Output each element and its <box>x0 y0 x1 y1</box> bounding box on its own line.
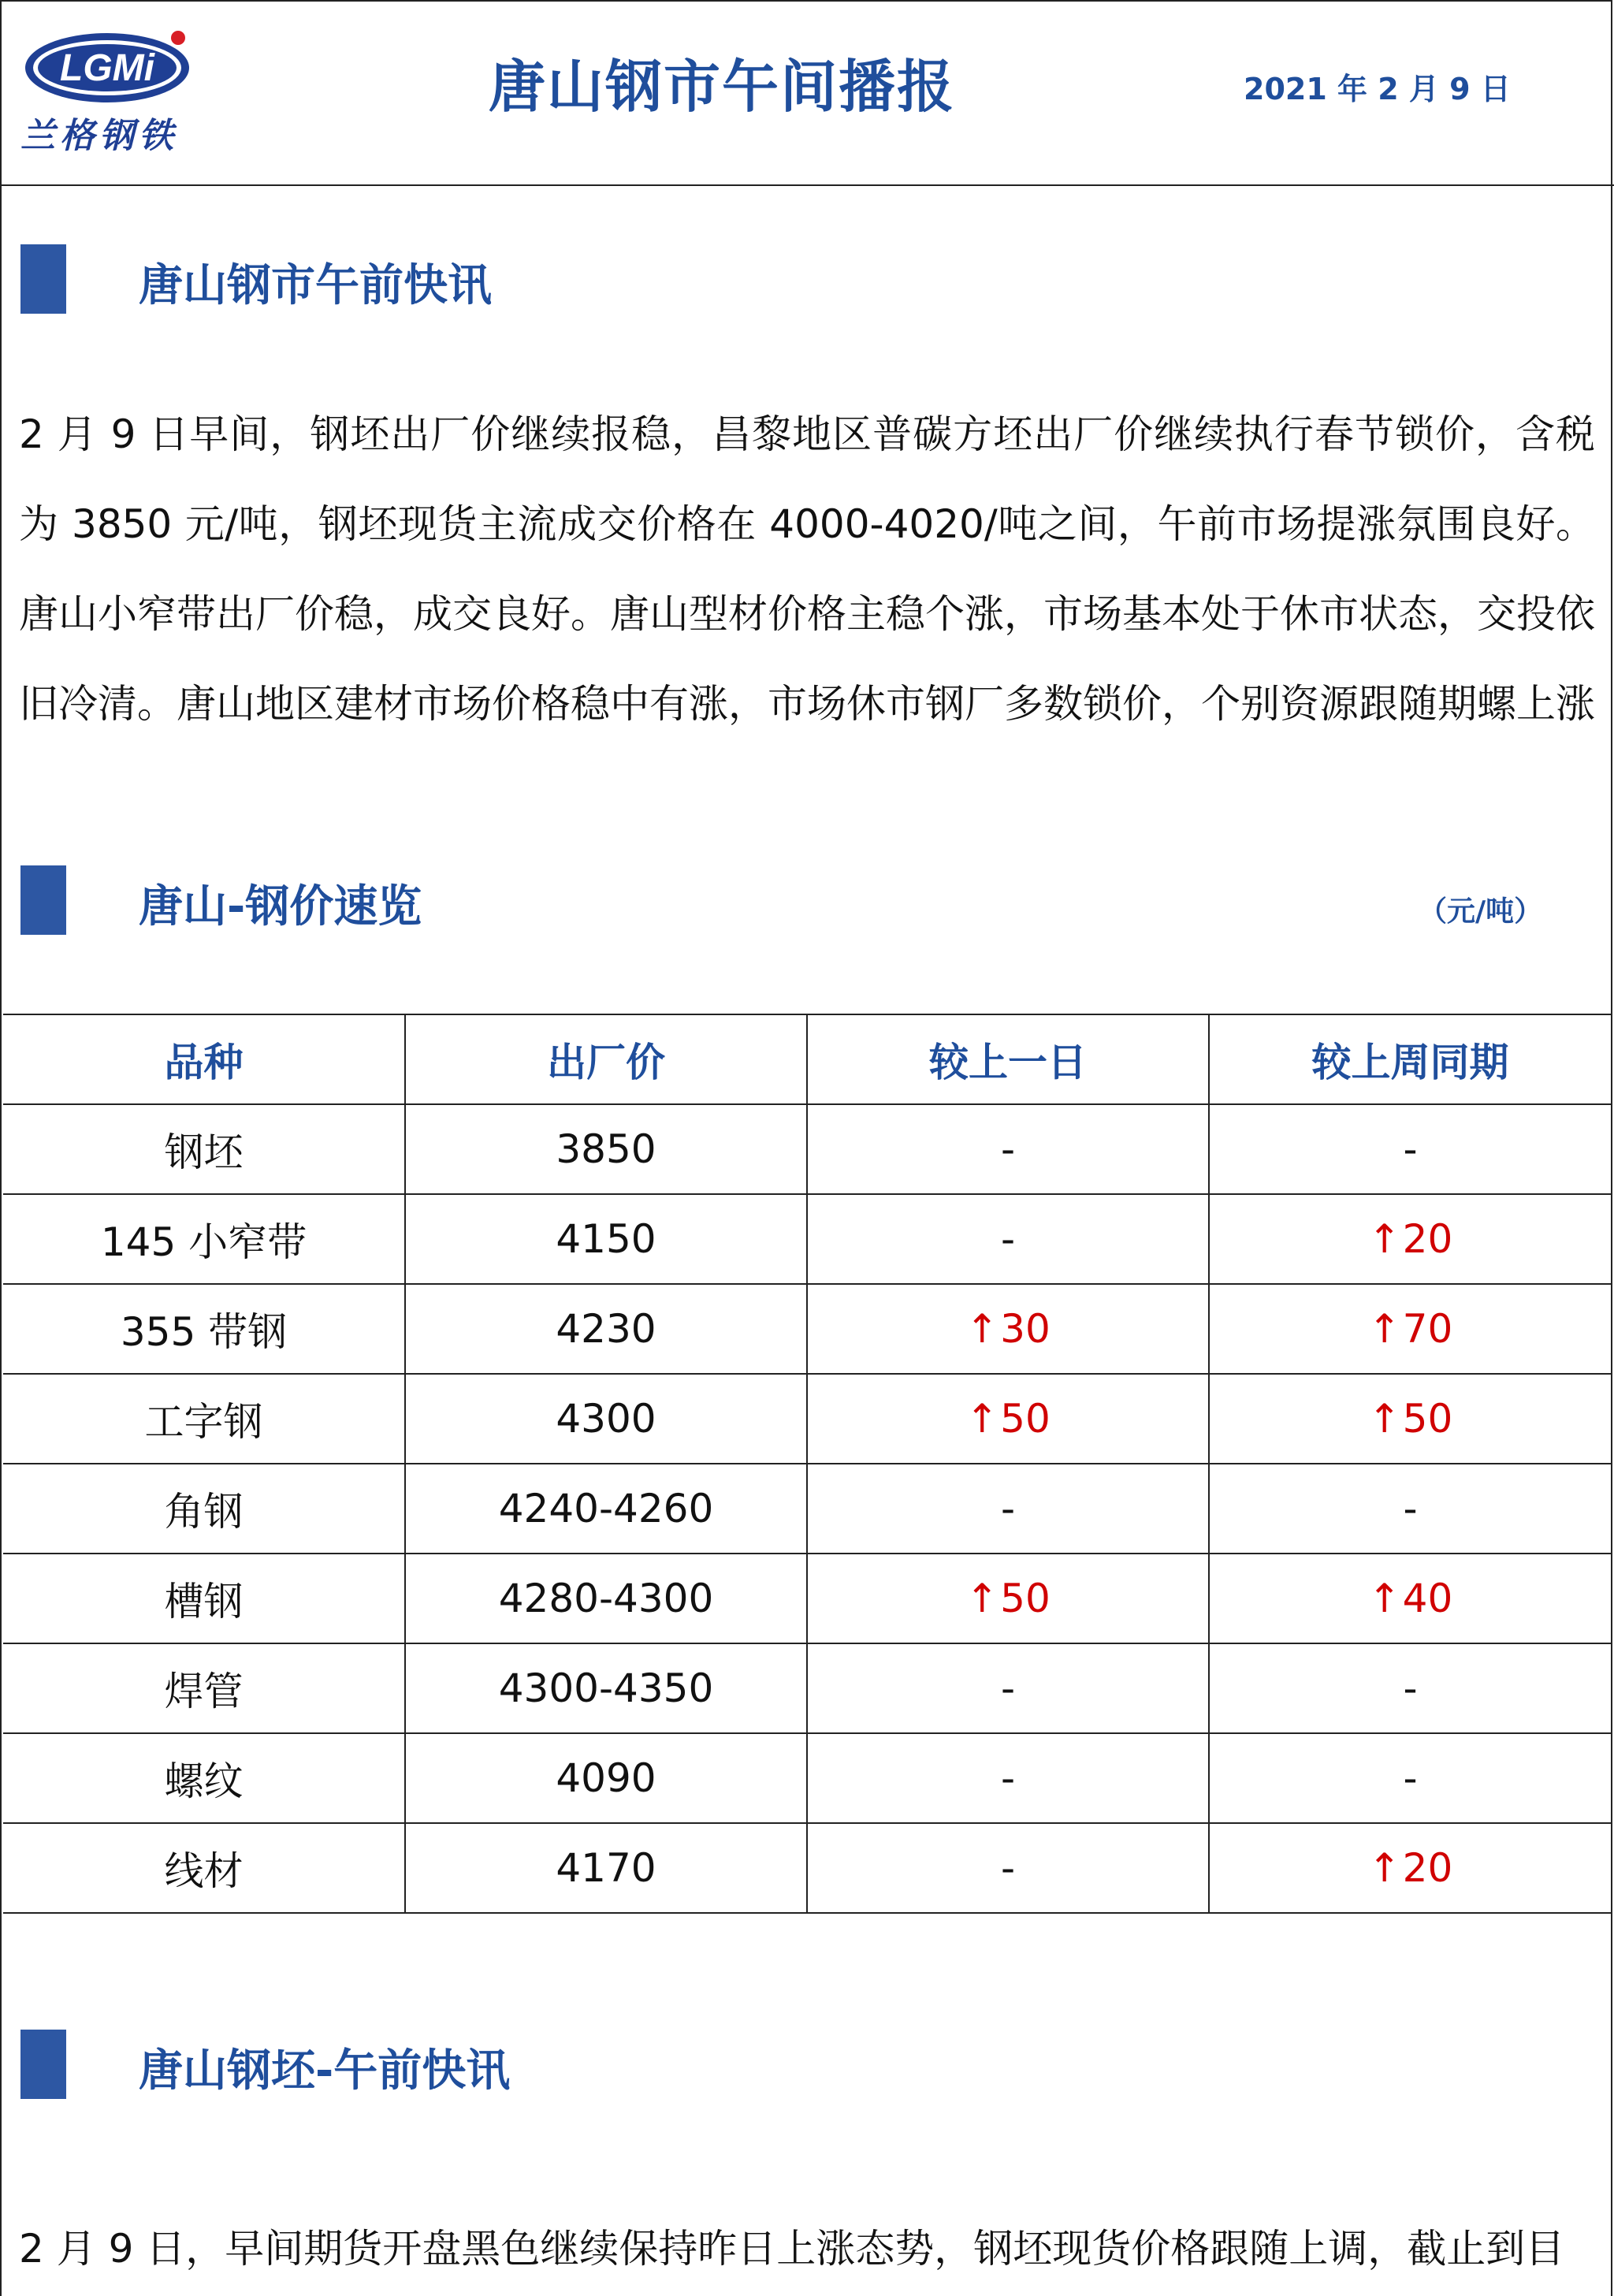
change-value: 50 <box>1000 1576 1051 1621</box>
vs-last-week-cell <box>1209 1284 1611 1374</box>
section1-paragraph: 2 月 9 日早间，钢坯出厂价继续报稳，昌黎地区普碳方坯出厂价继续执行春节锁价，含税为 3850 元/吨，钢坯现货主流成交价格在 4000-4020/吨之间，午前市场提涨氛围良好。唐山小窄带出厂价稳，成交良好。唐山型材价格主稳个涨，市场基本处于休市状态，交投依旧冷清。唐山地区建材市场价格稳中有涨，市场休市钢厂多数锁价，个别资源跟随期螺上涨 <box>19 411 1595 727</box>
vs-yesterday-cell <box>807 1554 1209 1643</box>
vs-yesterday-cell: - <box>807 1194 1209 1284</box>
price-cell: 4150 <box>405 1194 807 1284</box>
table-row <box>3 1823 1611 1913</box>
section-title-2: 唐山-钢价速览 <box>139 881 422 932</box>
variety-cell: 槽钢 <box>3 1554 405 1643</box>
table-row <box>3 1104 1611 1194</box>
vs-last-week-cell: - <box>1209 1104 1611 1194</box>
vs-last-week-cell: - <box>1209 1464 1611 1554</box>
vs-yesterday-cell <box>807 1284 1209 1374</box>
price-unit: （元/吨） <box>1419 895 1543 928</box>
change-value: 20 <box>1402 1216 1453 1262</box>
price-cell: 4300-4350 <box>405 1643 807 1733</box>
vs-last-week-cell <box>1209 1823 1611 1913</box>
up-arrow-icon: ↑ <box>965 1306 999 1352</box>
col-header-price: 出厂价 <box>405 1014 807 1104</box>
change-value: 70 <box>1402 1306 1453 1352</box>
price-cell: 4230 <box>405 1284 807 1374</box>
up-arrow-icon: ↑ <box>965 1576 999 1621</box>
price-cell: 4240-4260 <box>405 1464 807 1554</box>
section-title-1: 唐山钢市午前快讯 <box>139 260 492 311</box>
up-arrow-icon: ↑ <box>1367 1845 1401 1891</box>
up-arrow-icon: ↑ <box>1367 1306 1401 1352</box>
variety-cell: 钢坯 <box>3 1104 405 1194</box>
table-body <box>3 1104 1611 1913</box>
vs-last-week-cell <box>1209 1554 1611 1643</box>
variety-cell: 355 带钢 <box>3 1284 405 1374</box>
vs-yesterday-cell: - <box>807 1823 1209 1913</box>
up-arrow-icon: ↑ <box>1367 1576 1401 1621</box>
report-date: 2021 年 2 月 9 日 <box>1244 72 1511 106</box>
change-value: 20 <box>1402 1845 1453 1891</box>
table-header-row <box>3 1014 1611 1104</box>
table-row <box>3 1733 1611 1823</box>
change-value: 40 <box>1402 1576 1453 1621</box>
section-title-3: 唐山钢坯-午前快讯 <box>139 2045 511 2097</box>
table-row <box>3 1284 1611 1374</box>
change-value: 50 <box>1000 1396 1051 1442</box>
change-value: 50 <box>1402 1396 1453 1442</box>
table-row <box>3 1194 1611 1284</box>
variety-cell: 螺纹 <box>3 1733 405 1823</box>
price-cell: 4170 <box>405 1823 807 1913</box>
table-row <box>3 1374 1611 1464</box>
price-cell: 4280-4300 <box>405 1554 807 1643</box>
vs-last-week-cell <box>1209 1194 1611 1284</box>
vs-last-week-cell: - <box>1209 1643 1611 1733</box>
header <box>0 0 1614 186</box>
section-bar-icon <box>20 2030 66 2099</box>
table-row <box>3 1554 1611 1643</box>
table-row <box>3 1643 1611 1733</box>
section-bar-icon <box>20 244 66 314</box>
up-arrow-icon: ↑ <box>1367 1396 1401 1442</box>
variety-cell: 145 小窄带 <box>3 1194 405 1284</box>
col-header-vs-yesterday: 较上一日 <box>807 1014 1209 1104</box>
up-arrow-icon: ↑ <box>1367 1216 1401 1262</box>
variety-cell: 焊管 <box>3 1643 405 1733</box>
variety-cell: 线材 <box>3 1823 405 1913</box>
vs-yesterday-cell: - <box>807 1733 1209 1823</box>
section-bar-icon <box>20 865 66 935</box>
variety-cell: 工字钢 <box>3 1374 405 1464</box>
vs-last-week-cell: - <box>1209 1733 1611 1823</box>
price-cell: 4090 <box>405 1733 807 1823</box>
vs-yesterday-cell: - <box>807 1643 1209 1733</box>
price-table <box>3 1014 1611 1914</box>
table-row <box>3 1464 1611 1554</box>
svg-text:LGMi: LGMi <box>60 47 154 89</box>
section3-paragraph: 2 月 9 日，早间期货开盘黑色继续保持昨日上涨态势，钢坯现货价格跟随上调，截止到目 <box>19 2226 1565 2272</box>
page-title: 唐山钢市午间播报 <box>489 54 956 120</box>
price-cell: 3850 <box>405 1104 807 1194</box>
vs-last-week-cell <box>1209 1374 1611 1464</box>
col-header-vs-last-week: 较上周同期 <box>1209 1014 1611 1104</box>
vs-yesterday-cell: - <box>807 1464 1209 1554</box>
vs-yesterday-cell: - <box>807 1104 1209 1194</box>
vs-yesterday-cell <box>807 1374 1209 1464</box>
col-header-variety: 品种 <box>3 1014 405 1104</box>
logo-text: 兰格钢铁 <box>20 116 178 156</box>
price-cell: 4300 <box>405 1374 807 1464</box>
up-arrow-icon: ↑ <box>965 1396 999 1442</box>
variety-cell: 角钢 <box>3 1464 405 1554</box>
change-value: 30 <box>1000 1306 1051 1352</box>
